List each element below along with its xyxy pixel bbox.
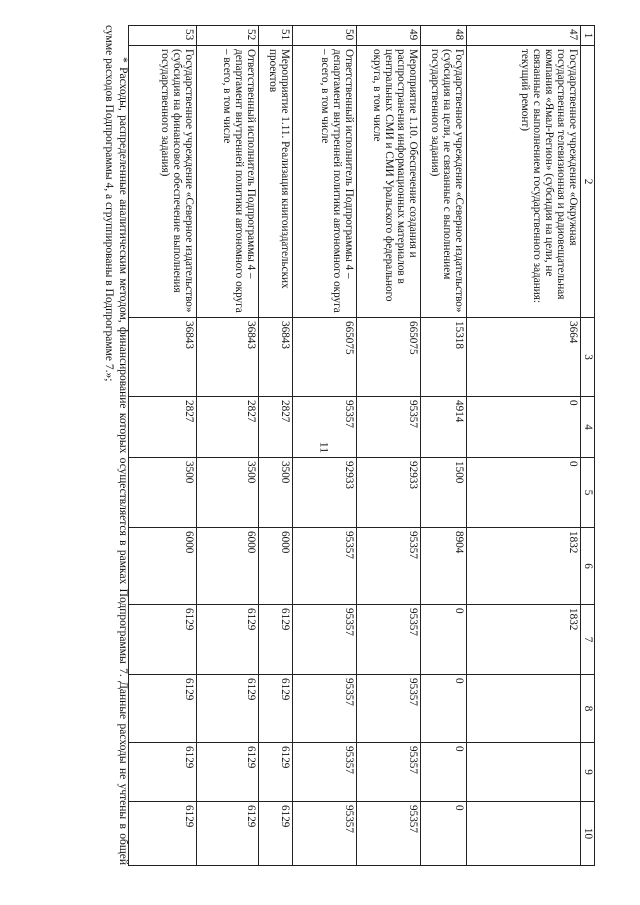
value-cell: 0	[421, 743, 467, 802]
column-header: 4	[581, 397, 595, 458]
column-header: 10	[581, 802, 595, 866]
value-cell: 0	[467, 458, 581, 528]
value-cell: 95357	[293, 605, 357, 675]
column-header: 7	[581, 605, 595, 675]
value-cell: 2827	[129, 397, 197, 458]
column-header: 3	[581, 318, 595, 397]
value-cell: 3500	[259, 458, 293, 528]
value-cell: 6129	[129, 675, 197, 743]
value-cell	[467, 743, 581, 802]
value-cell: 8904	[421, 528, 467, 605]
value-cell: 95357	[293, 743, 357, 802]
rotated-page-content	[70, 25, 595, 865]
table-row	[293, 26, 357, 866]
value-cell: 36843	[129, 318, 197, 397]
row-number-cell: 49	[357, 26, 421, 46]
value-cell: 2827	[259, 397, 293, 458]
value-cell: 3664	[467, 318, 581, 397]
value-cell: 92933	[293, 458, 357, 528]
value-cell: 0	[421, 802, 467, 866]
row-number-cell: 53	[129, 26, 197, 46]
value-cell: 0	[421, 675, 467, 743]
value-cell: 4914	[421, 397, 467, 458]
value-cell: 3500	[129, 458, 197, 528]
value-cell: 95357	[293, 675, 357, 743]
value-cell: 95357	[357, 397, 421, 458]
value-cell: 95357	[293, 397, 357, 458]
value-cell: 95357	[293, 528, 357, 605]
value-cell: 6129	[259, 675, 293, 743]
item-name-cell: Государственное учреждение «Северное издательство» (субсидия на финансовое обеспечение выполнения государственного задания)	[129, 46, 197, 318]
value-cell: 1832	[467, 605, 581, 675]
value-cell: 1832	[467, 528, 581, 605]
item-name-cell: Ответственный исполнитель Подпрограммы 4 – департамент внутренней политики автономного округа – всего, в том числе	[293, 46, 357, 318]
item-name-cell: Мероприятие 1.11. Реализация книгоиздательских проектов	[259, 46, 293, 318]
table-row	[467, 26, 581, 866]
table-row	[197, 26, 259, 866]
value-cell: 3500	[197, 458, 259, 528]
item-name-cell: Государственное учреждение «Окружная государственная телевизионная и радиовещательная компания «Ямал-Регион» (субсидия на цели, не связанные с выполнением государственного задания: текущий ремонт)	[467, 46, 581, 318]
table-row	[129, 26, 197, 866]
row-number-cell: 52	[197, 26, 259, 46]
column-header: 8	[581, 675, 595, 743]
value-cell: 1500	[421, 458, 467, 528]
value-cell	[467, 802, 581, 866]
value-cell: 95357	[357, 675, 421, 743]
value-cell: 36843	[197, 318, 259, 397]
value-cell: 6129	[197, 743, 259, 802]
value-cell: 6000	[129, 528, 197, 605]
value-cell: 6000	[197, 528, 259, 605]
column-header: 5	[581, 458, 595, 528]
budget-table	[128, 25, 595, 866]
row-number-cell: 50	[293, 26, 357, 46]
value-cell: 6129	[197, 802, 259, 866]
value-cell: 665075	[293, 318, 357, 397]
row-number-cell: 47	[467, 26, 581, 46]
value-cell: 6129	[197, 605, 259, 675]
value-cell: 15318	[421, 318, 467, 397]
value-cell: 6129	[259, 743, 293, 802]
value-cell: 665075	[357, 318, 421, 397]
table-row	[259, 26, 293, 866]
table-body	[129, 26, 581, 866]
table-row	[357, 26, 421, 866]
row-number-cell: 51	[259, 26, 293, 46]
column-header: 2	[581, 46, 595, 318]
column-header: 9	[581, 743, 595, 802]
column-header: 6	[581, 528, 595, 605]
table-row	[421, 26, 467, 866]
value-cell: 6129	[259, 605, 293, 675]
value-cell: 95357	[293, 802, 357, 866]
value-cell: 6129	[197, 675, 259, 743]
value-cell: 6129	[129, 802, 197, 866]
item-name-cell: Мероприятие 1.10. Обеспечение создания и распространения информационных материалов в центральных СМИ и СМИ Уральского федерального округа, в том числе	[357, 46, 421, 318]
value-cell: 6129	[259, 802, 293, 866]
value-cell: 0	[467, 397, 581, 458]
row-number-cell: 48	[421, 26, 467, 46]
value-cell: 95357	[357, 743, 421, 802]
value-cell: 2827	[197, 397, 259, 458]
value-cell: 92933	[357, 458, 421, 528]
value-cell	[467, 675, 581, 743]
value-cell: 95357	[357, 528, 421, 605]
value-cell: 6129	[129, 743, 197, 802]
page-number: 11	[317, 441, 332, 454]
column-header: 1	[581, 26, 595, 46]
value-cell: 95357	[357, 605, 421, 675]
value-cell: 36843	[259, 318, 293, 397]
value-cell: 95357	[357, 802, 421, 866]
value-cell: 6129	[129, 605, 197, 675]
footnote: * Расходы, распределенные аналитическим методом, финансирование которых осуществляется в рамках Подпрограммы 7. Данные расходы не учтены в общей сумме расходов Подпрограммы 4, а сгруппированы в Подпрограмме 7.»;	[103, 25, 129, 865]
header-row	[581, 26, 595, 866]
item-name-cell: Государственное учреждение «Северное издательство» (субсидия на цели, не связанные с выполнением государственного задания)	[421, 46, 467, 318]
value-cell: 0	[421, 605, 467, 675]
value-cell: 6000	[259, 528, 293, 605]
item-name-cell: Ответственный исполнитель Подпрограммы 4 – департамент внутренней политики автономного округа – всего, в том числе	[197, 46, 259, 318]
